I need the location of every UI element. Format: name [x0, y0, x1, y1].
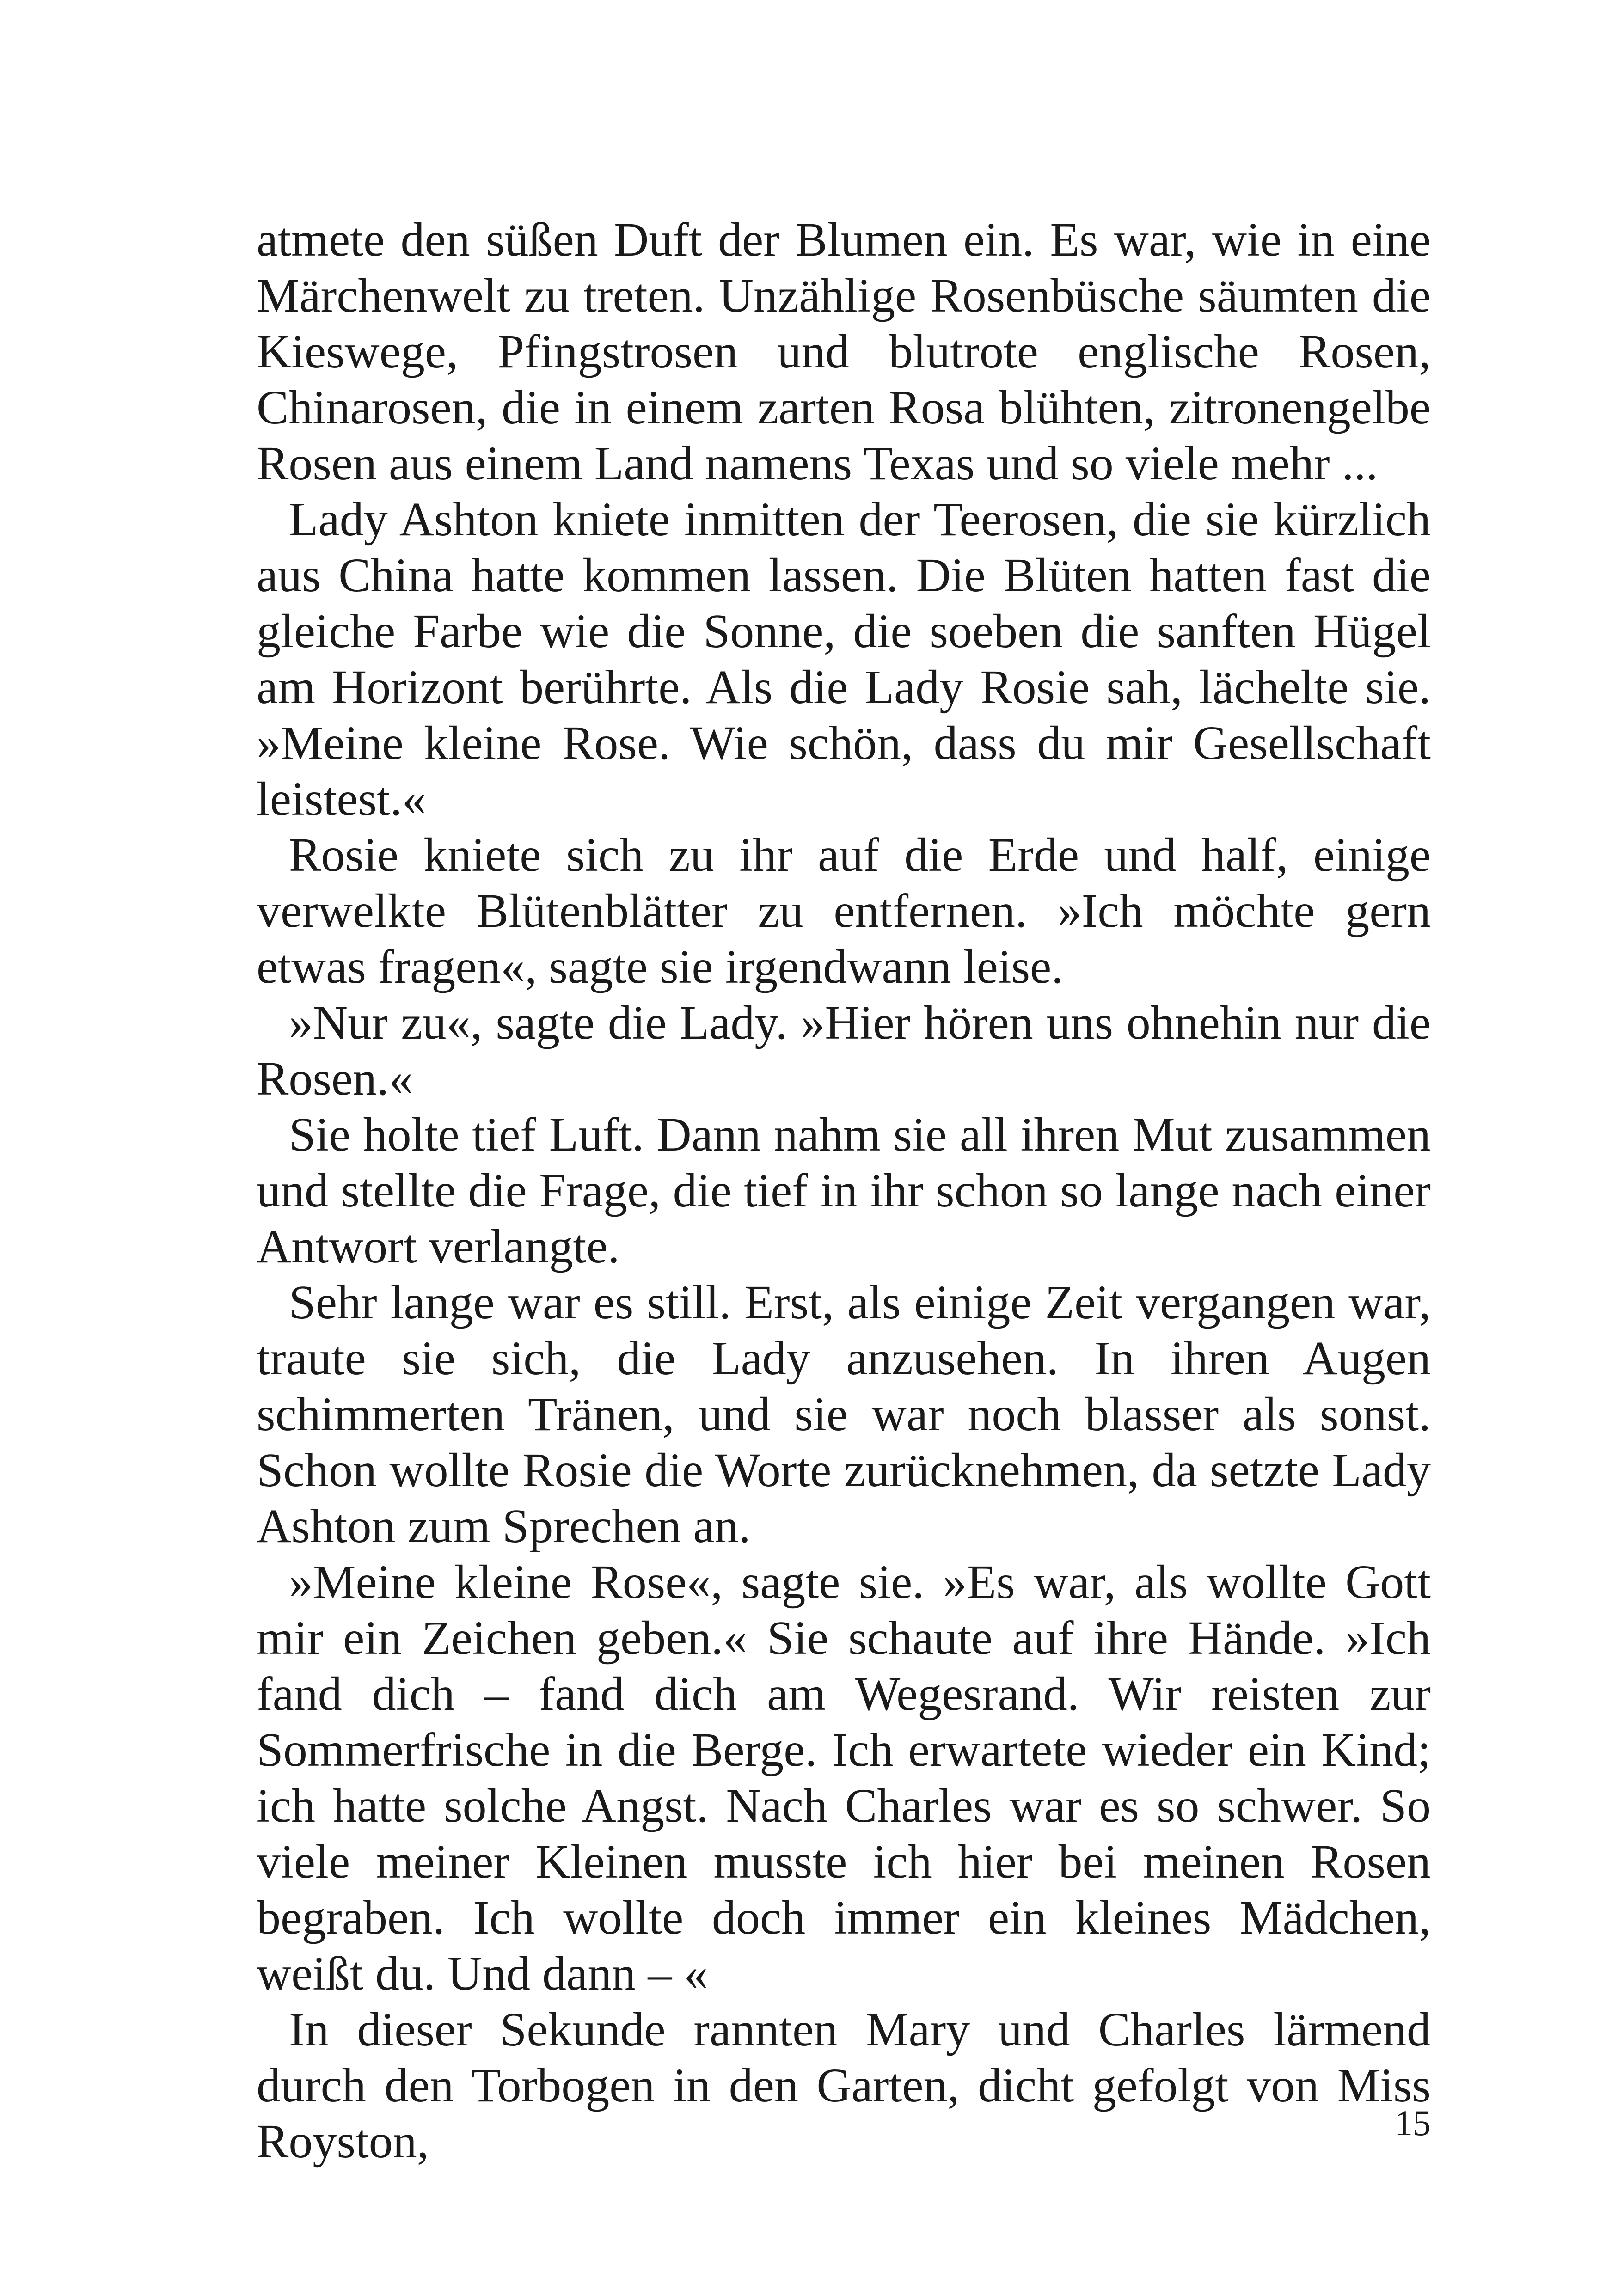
paragraph: Sie holte tief Luft. Dann nahm sie all ihren Mut zusammen und stellte die Frage, die tief in ihr schon so lange nach einer Antwort verlangte.: [257, 1108, 1431, 1273]
page-number: 15: [1395, 2103, 1431, 2143]
paragraph: Lady Ashton kniete inmitten der Teerosen, die sie kürzlich aus China hatte kommen lassen. Die Blüten hatten fast die gleiche Farbe wie die Sonne, die soeben die sanften Hügel am Horizont berührte. Als die Lady Rosie sah, lächelte sie. »Meine kleine Rose. Wie schön, dass du mir Gesellschaft leistest.«: [257, 493, 1431, 826]
paragraph: »Meine kleine Rose«, sagte sie. »Es war, als wollte Gott mir ein Zeichen geben.« Sie schaute auf ihre Hände. »Ich fand dich – fand dich am Wegesrand. Wir reisten zur Sommerfrische in die Berge. Ich erwartete wieder ein Kind; ich hatte solche Angst. Nach Charles war es so schwer. So viele meiner Kleinen musste ich hier bei meinen Rosen begraben. Ich wollte doch immer ein kleines Mädchen, weißt du. Und dann – «: [257, 1555, 1431, 2000]
body-text: [257, 212, 1431, 2169]
paragraph: Sehr lange war es still. Erst, als einige Zeit vergangen war, traute sie sich, die Lady anzusehen. In ihren Augen schimmerten Tränen, und sie war noch blasser als sonst. Schon wollte Rosie die Worte zurücknehmen, da setzte Lady Ashton zum Sprechen an.: [257, 1276, 1431, 1553]
paragraph-continuation: atmete den süßen Duft der Blumen ein. Es war, wie in eine Märchenwelt zu treten. Unzählige Rosenbüsche säumten die Kieswege, Pfingstrosen und blutrote englische Rosen, Chinarosen, die in einem zarten Rosa blühten, zitronengelbe Rosen aus einem Land namens Texas und so viele mehr ...: [257, 213, 1431, 490]
paragraph: In dieser Sekunde rannten Mary und Charles lärmend durch den Torbogen in den Garten, dicht gefolgt von Miss Royston,: [257, 2003, 1431, 2168]
paragraph: »Nur zu«, sagte die Lady. »Hier hören uns ohnehin nur die Rosen.«: [257, 996, 1431, 1105]
paragraph: Rosie kniete sich zu ihr auf die Erde und half, einige verwelkte Blütenblätter zu entfernen. »Ich möchte gern etwas fragen«, sagte sie irgendwann leise.: [257, 828, 1431, 993]
